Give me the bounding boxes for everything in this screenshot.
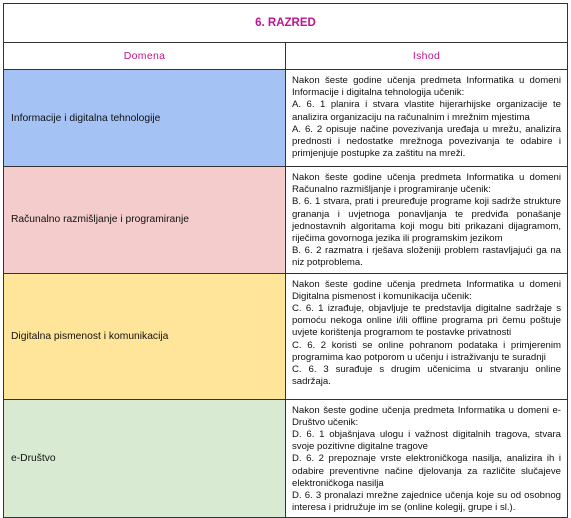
outcome-intro: Nakon šeste godine učenja predmeta Informatika u domeni e-Društvo učenik: (292, 404, 561, 428)
table-row (4, 399, 568, 518)
outcome-item: D. 6. 2 prepoznaje vrste elektroničkoga nasilja, analizira ih i odabire preventivne načine djelovanja za različite slučajeve elektroničkoga nasilja (292, 453, 561, 489)
outcome-item: A. 6. 2 opisuje načine povezivanja uređaja u mrežu, analizira prednosti i nedostatke mrežnoga povezivanja te odabire i primjenjuje postupke za zaštitu na mreži. (292, 123, 561, 160)
outcome-cell (286, 273, 568, 399)
outcome-item: D. 6. 3 pronalazi mrežne zajednice učenja koje su od osobnog interesa i pridružuje im se (online kolegij, grupe i sl.). (292, 490, 561, 514)
table-title: 6. RAZRED (4, 4, 568, 43)
outcome-column-header: Ishod (286, 43, 568, 70)
outcome-item: D. 6. 1 objašnjava ulogu i važnost digitalnih tragova, stvara svoje pozitivne digitalne tragove (292, 429, 561, 453)
domain-column-header: Domena (4, 43, 286, 70)
table-row (4, 167, 568, 274)
outcome-item: C. 6. 3 surađuje s drugim učenicima u stvaranju online sadržaja. (292, 364, 561, 388)
outcome-item: A. 6. 1 planira i stvara vlastite hijerarhijske organizacije te analizira organizaciju na računalnim i mrežnim mjestima (292, 99, 561, 123)
header-row (4, 43, 568, 70)
domain-cell: e-Društvo (4, 399, 286, 518)
table-row (4, 70, 568, 167)
outcome-cell (286, 167, 568, 274)
outcome-intro: Nakon šeste godine učenja predmeta Informatika u domeni Informacije i digitalna tehnologija učenik: (292, 75, 561, 99)
table-row (4, 273, 568, 399)
curriculum-table (3, 3, 568, 518)
title-row (4, 4, 568, 43)
domain-cell: Informacije i digitalna tehnologije (4, 70, 286, 167)
domain-cell: Računalno razmišljanje i programiranje (4, 167, 286, 274)
outcome-cell (286, 399, 568, 518)
outcome-item: C. 6. 1 izrađuje, objavljuje te predstavlja digitalne sadržaje s pomoću nekoga online i/ili offline programa pri čemu poštuje uvjete korištenja programom te postavke privatnosti (292, 303, 561, 339)
outcome-intro: Nakon šeste godine učenja predmeta Informatika u domeni Računalno razmišljanje i programiranje učenik: (292, 172, 561, 196)
outcome-cell (286, 70, 568, 167)
outcome-intro: Nakon šeste godine učenja predmeta Informatika u domeni Digitalna pismenost i komunikacija učenik: (292, 278, 561, 302)
outcome-item: B. 6. 1 stvara, prati i preuređuje programe koji sadrže strukture grananja i uvjetnoga ponavljanja te predviđa ponašanje jednostavnih algoritama koji mogu biti prikazani dijagramom, riječima govornoga jezika ili programskim jezikom (292, 196, 561, 245)
domain-cell: Digitalna pismenost i komunikacija (4, 273, 286, 399)
outcome-item: B. 6. 2 razmatra i rješava složeniji problem rastavljajući ga na niz potproblema. (292, 245, 561, 269)
outcome-item: C. 6. 2 koristi se online pohranom podataka i primjerenim programima kao potporom u učenju i istraživanju te suradnji (292, 339, 561, 363)
